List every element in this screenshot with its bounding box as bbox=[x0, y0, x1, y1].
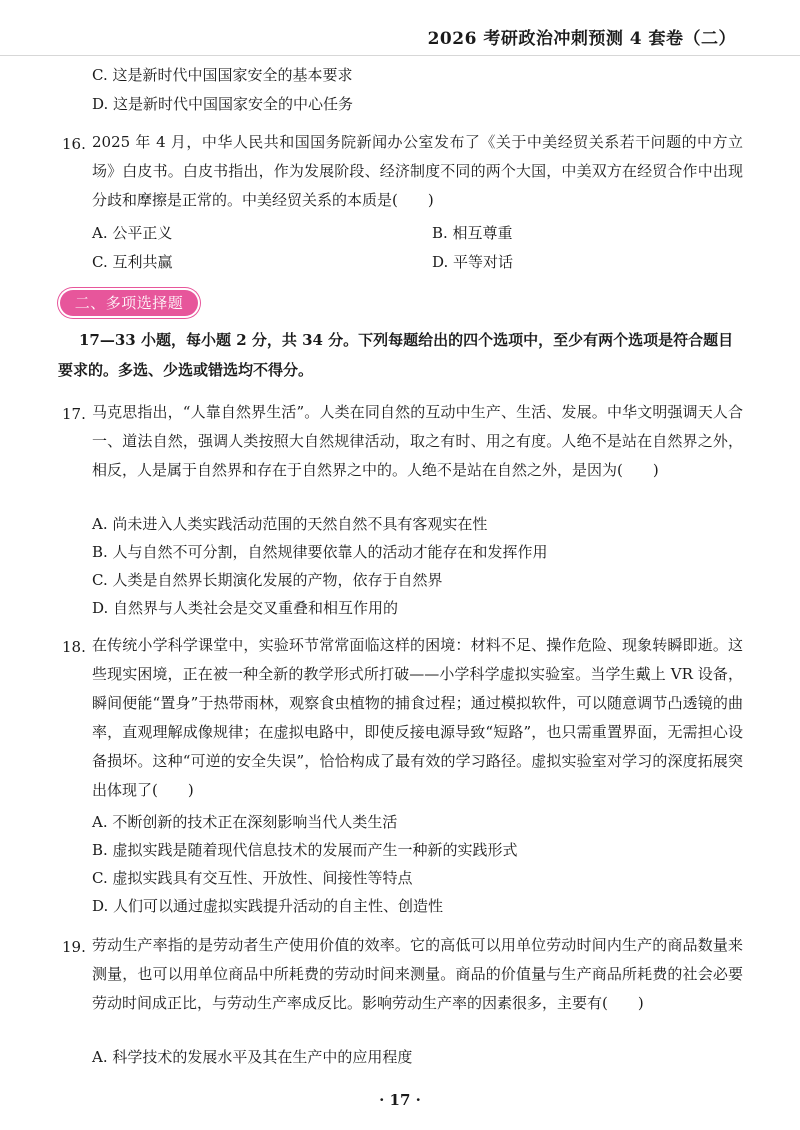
option-b: B. 人与自然不可分割，自然规律要依靠人的活动才能存在和发挥作用 bbox=[92, 543, 548, 561]
option-a: A. 公平正义 bbox=[92, 224, 173, 242]
option-c: C. 互利共赢 bbox=[92, 253, 173, 271]
question-number: 16. bbox=[62, 135, 86, 153]
question-number: 17. bbox=[62, 405, 86, 423]
option-d: D. 平等对话 bbox=[432, 253, 514, 271]
option-d: D. 人们可以通过虚拟实践提升活动的自主性、创造性 bbox=[92, 897, 444, 915]
question-stem: 马克思指出，“人靠自然界生活”。人类在同自然的互动中生产、生活、发展。中华文明强调天人合一、道法自然，强调人类按照大自然规律活动，取之有时、用之有度。人绝不是站在自然界之外，相反，人是属于自然界和存在于自然界之中的。人绝不是站在自然之外，是因为( ) bbox=[92, 403, 743, 479]
header-divider bbox=[0, 55, 800, 56]
option-b: B. 虚拟实践是随着现代信息技术的发展而产生一种新的实践形式 bbox=[92, 841, 518, 859]
option-b: B. 相互尊重 bbox=[432, 224, 513, 242]
option-a: A. 尚未进入人类实践活动范围的天然自然不具有客观实在性 bbox=[92, 515, 488, 533]
question-number: 18. bbox=[62, 638, 86, 656]
option-d: D. 自然界与人类社会是交叉重叠和相互作用的 bbox=[92, 599, 399, 617]
section-badge: 二、多项选择题 bbox=[60, 290, 198, 316]
option-c: C. 虚拟实践具有交互性、开放性、间接性等特点 bbox=[92, 869, 413, 887]
option-c: C. 人类是自然界长期演化发展的产物，依存于自然界 bbox=[92, 571, 443, 589]
option-a: A. 科学技术的发展水平及其在生产中的应用程度 bbox=[92, 1048, 413, 1066]
option-a: A. 不断创新的技术正在深刻影响当代人类生活 bbox=[92, 813, 398, 831]
header-title: 2026 考研政治冲刺预测 4 套卷（二） bbox=[427, 29, 736, 49]
section-instructions: 17—33 小题，每小题 2 分，共 34 分。下列每题给出的四个选项中，至少有两个选项是符合题目要求的。多选、少选或错选均不得分。 bbox=[58, 331, 734, 379]
question-stem: 2025 年 4 月，中华人民共和国国务院新闻办公室发布了《关于中美经贸关系若干问题的中方立场》白皮书。白皮书指出，作为发展阶段、经济制度不同的两个大国，中美双方在经贸合作中出现分歧和摩擦是正常的。中美经贸关系的本质是( ) bbox=[92, 133, 743, 209]
option-c: C. 这是新时代中国国家安全的基本要求 bbox=[92, 66, 353, 84]
question-number: 19. bbox=[62, 938, 86, 956]
page-number: · 17 · bbox=[379, 1091, 421, 1109]
question-stem: 在传统小学科学课堂中，实验环节常常面临这样的困境：材料不足、操作危险、现象转瞬即逝。这些现实困境，正在被一种全新的教学形式所打破——小学科学虚拟实验室。当学生戴上 VR 设备，瞬间便能“置身”于热带雨林，观察食虫植物的捕食过程；通过模拟软件，可以随意调节凸透镜的曲率，直观理解成像规律；在虚拟电路中，即使反接电源导致“短路”，也只需重置界面，无需担心设备损坏。这种“可逆的安全失误”，恰恰构成了最有效的学习路径。虚拟实验室对学习的深度拓展突出体现了( ) bbox=[92, 636, 743, 799]
question-stem: 劳动生产率指的是劳动者生产使用价值的效率。它的高低可以用单位劳动时间内生产的商品数量来测量，也可以用单位商品中所耗费的劳动时间来测量。商品的价值量与生产商品所耗费的社会必要劳动时间成正比，与劳动生产率成反比。影响劳动生产率的因素很多，主要有( ) bbox=[92, 936, 743, 1012]
option-d: D. 这是新时代中国国家安全的中心任务 bbox=[92, 95, 354, 113]
